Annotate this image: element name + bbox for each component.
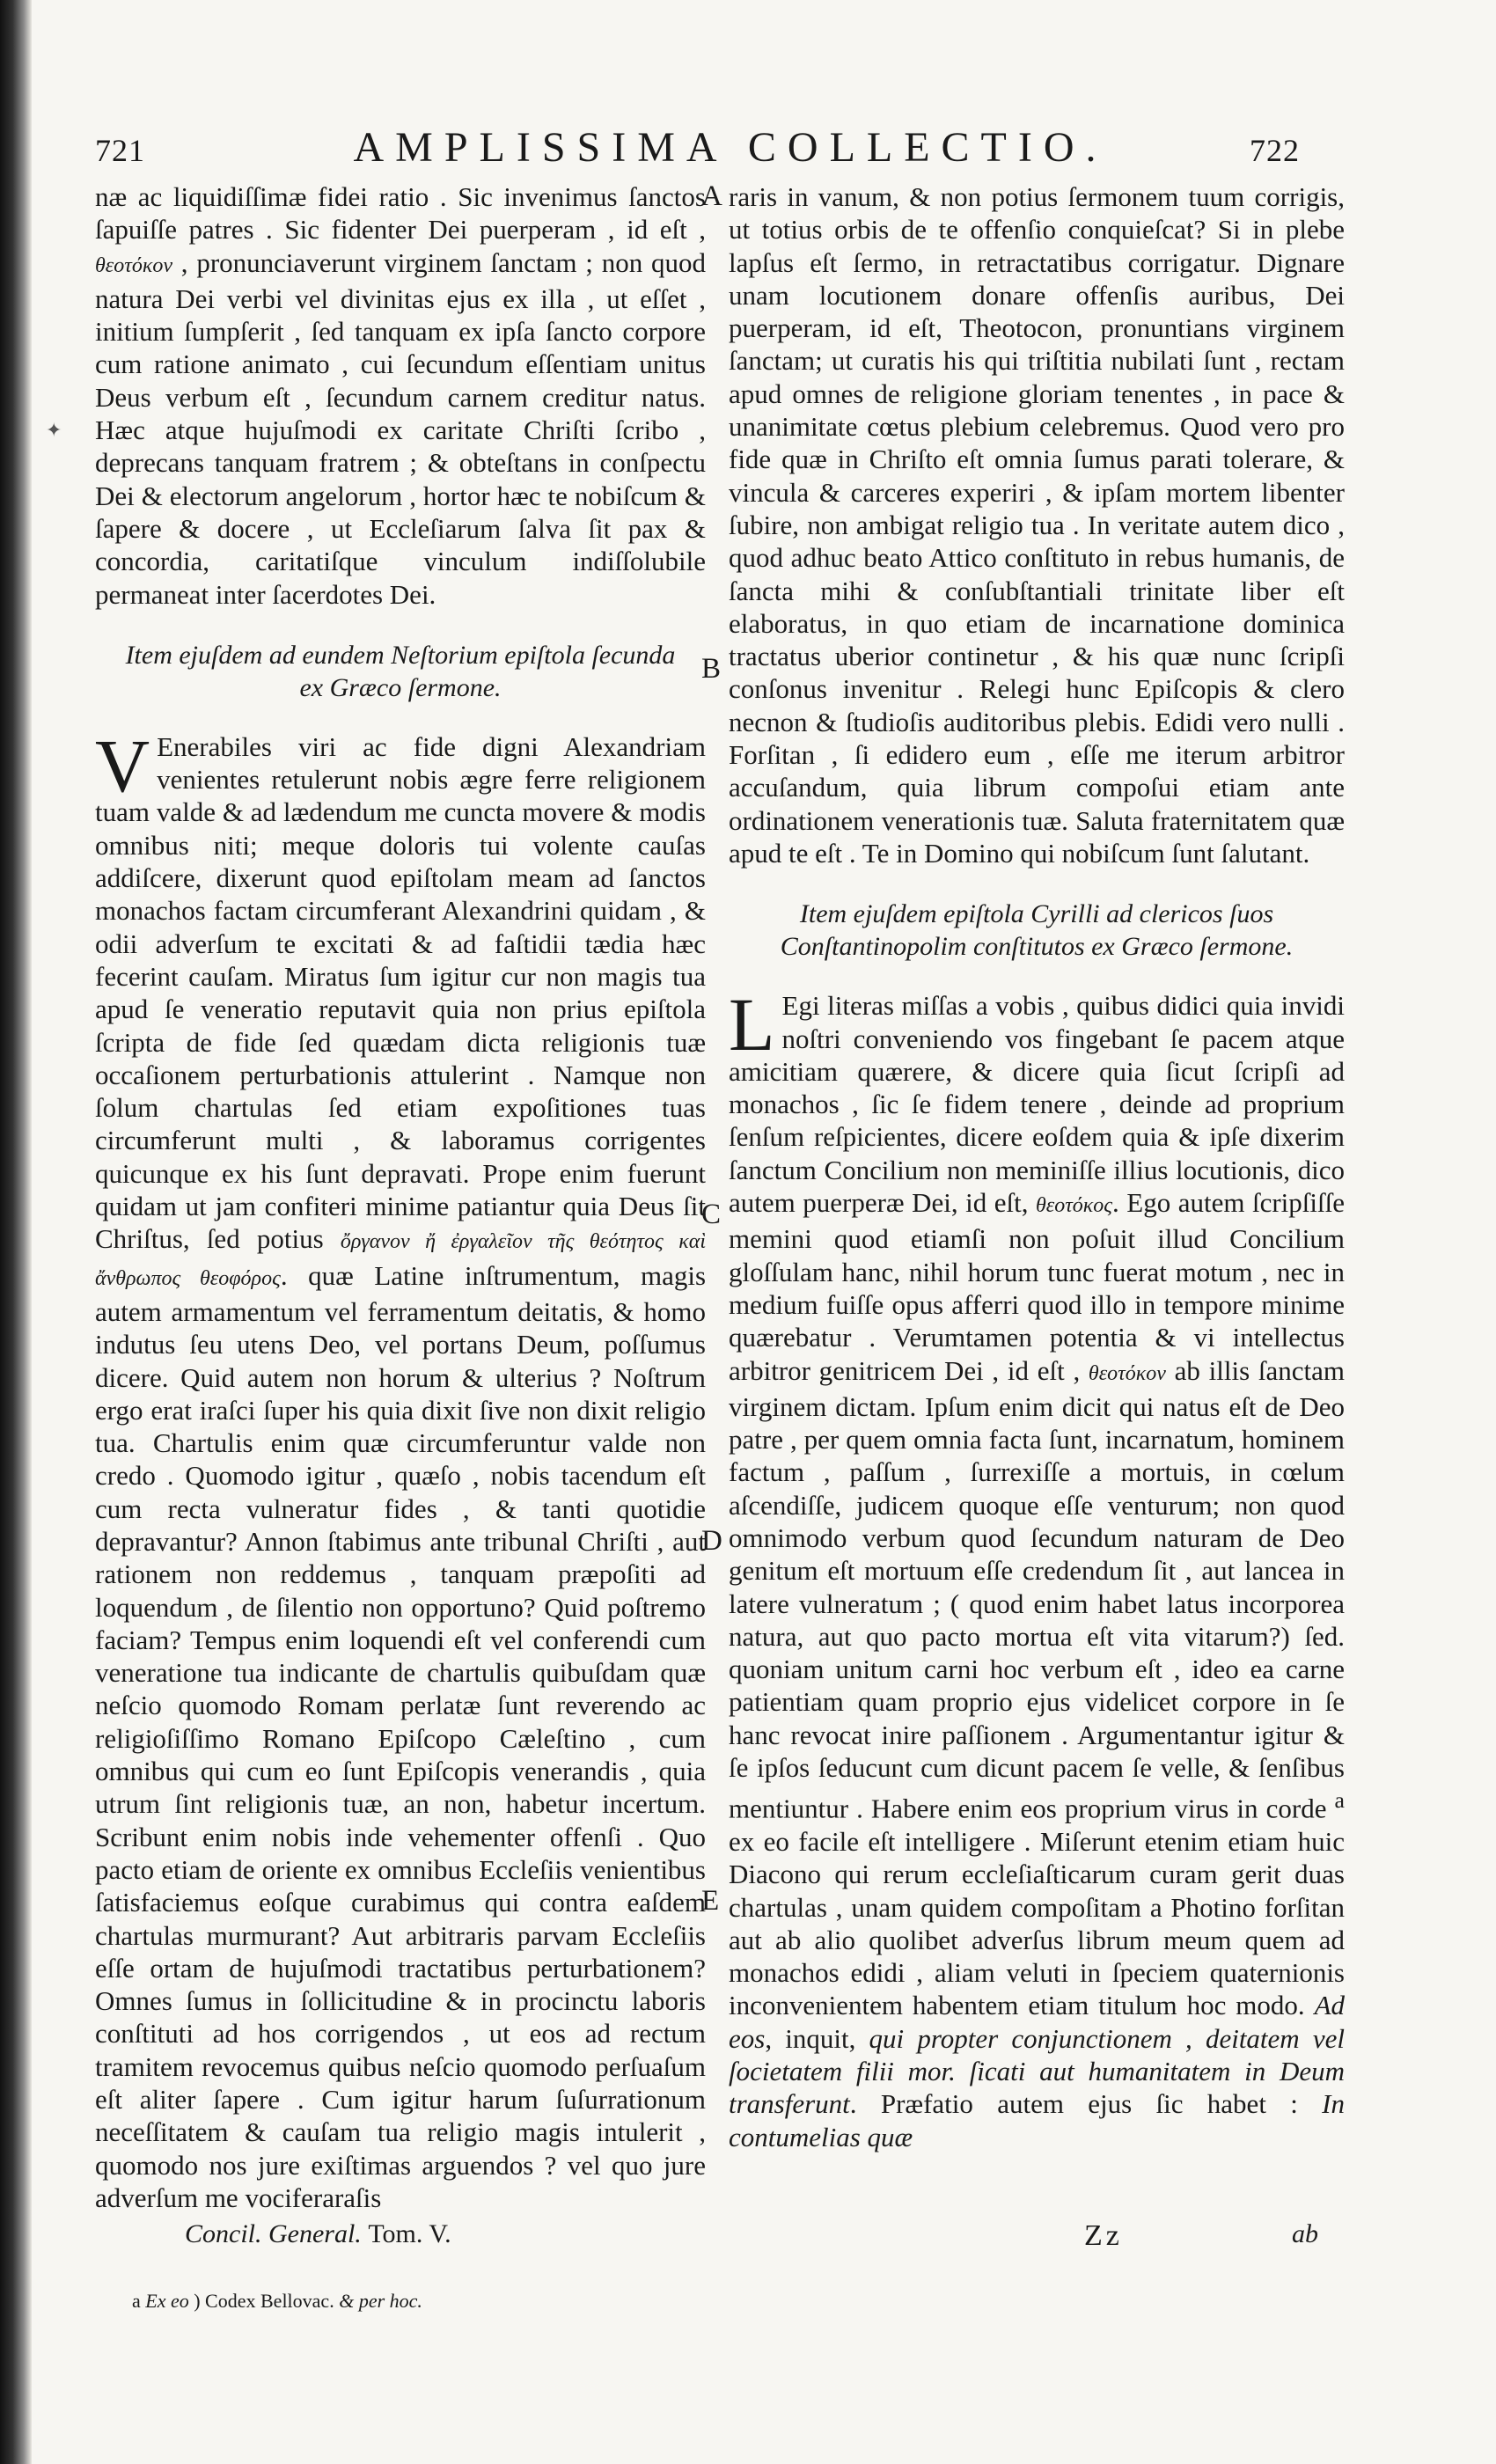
- footer-volume-line: Concil. General. Tom. V.: [185, 2219, 451, 2248]
- section-heading-right: Item ejuſdem epiſtola Cyrilli ad clericos ſuos Conſtantinopolim conſtitutos ex Græco ſermone.: [780, 899, 1294, 962]
- footnote: a Ex eo ) Codex Bellovac. & per hoc.: [132, 2290, 422, 2312]
- greek-word: θεοτόκον: [95, 253, 173, 277]
- margin-letter-a: A: [701, 180, 722, 212]
- catchword: ab: [1292, 2219, 1318, 2248]
- drop-cap-l: L: [729, 982, 775, 1067]
- running-head-title: AMPLISSIMA COLLECTIO.: [353, 124, 1108, 171]
- margin-letter-c: C: [701, 1199, 722, 1230]
- section-heading-left: Item ejuſdem ad eundem Neſtorium epiſtola ſecunda ex Græco ſermone.: [125, 640, 676, 702]
- page-number-left: 721: [95, 133, 145, 168]
- footnote-ref[interactable]: a: [1334, 1787, 1345, 1814]
- left-paragraph-2: V Enerabiles viri ac fide digni Alexandriam venientes retulerunt nobis ægre ferre religionem tuam valde & ad lædendum me cuncta movere & modis omnibus niti; meque doloris tui volente cauſas addiſcere, dixerunt quod epiſtolam meam ad ſanctos monachos factam circumferant Alexandrini quidam , & odii adverſum te excitati & ad faſtidii tædia hæc fecerint cauſam. Miratus ſum igitur cur non magis tua apud ſe veneratio reputavit quia non prius epiſtola ſcripta de fide ſed quædam dicta religionis tuæ occaſionem perturbationis attulerint . Namque non ſolum chartulas ſed etiam expoſitiones tuas circumferunt multi , & laboramus corrigentes quicunque ex his ſunt depravati. Prope enim fuerunt quidam ut jam confiteri minime patiantur quia Deus ſit Chriſtus, ſed potius ὄργανον ἤ ἐργαλεῖον τῆς θεότητος καὶ ἄνθρωπος θεοφόρος. quæ Latine inſtrumentum, magis autem armamentum vel ferramentum deitatis, & homo indutus ſeu utens Deo, vel portans Deum, poſſumus dicere. Quid autem non horum & ulterius ? Noſtrum ergo erat iraſci ſuper his quia dixit ſive non dixit religio tua. Chartulis enim quæ circumferuntur valde non credo . Quomodo igitur , quæſo , nobis tacendum eſt cum recta vulneratur fides , & tanti quotidie depravantur? Annon ſtabimus ante tribunal Chriſti , aut rationem non reddemus , tanquam præpoſiti ad loquendum , de ſilentio non opportuno? Quid poſtremo faciam? Tempus enim loquendi eſt vel conferendi cum veneratione tua indicante de chartulis quibuſdam quæ neſcio quomodo Romam perlatæ ſunt reverendo ac religioſiſſimo Romano Epiſcopo Cæleſtino , cum omnibus qui cum eo ſunt Epiſcopis venerandis , quia utrum ſint religionis tuæ, an non, habetur incertum. Scribunt enim nobis inde vehementer offenſi . Quo pacto etiam de oriente ex omnibus Eccleſiis venientibus ſatisfaciemus eoſque curabimus qui contra eaſdem chartulas murmurant? Aut arbitraris parvam Eccleſiis eſſe ortam de hujuſmodi tractatibus perturbationem? Omnes ſumus in ſollicitudine & in procinctu laboris conſtituti ad hos corrigendos , ut eos ad rectum tramitem revocemus quibus neſcio quomodo perſuaſum eſt aliter ſapere . Cum igitur harum ſuſurrationum neceſſitatem & cauſam tua religio magis intulerit , quomodo nos jure exiſtimas arguendos ? vel quo jure adverſum me vociferaraſis: [95, 722, 707, 2213]
- margin-mark: ✦: [46, 419, 62, 441]
- greek-word: θεοτόκον: [1088, 1361, 1166, 1385]
- right-column: [729, 180, 1345, 2153]
- drop-cap-v: V: [95, 722, 150, 808]
- left-column: [95, 180, 706, 2214]
- page-number-right: 722: [1250, 133, 1300, 168]
- right-paragraph-2: L Egi literas miſſas a vobis , quibus didici quia invidi noſtri conveniendo vos fingebant ſe pacem atque amicitiam quærere, & dicere quia ſicut ſcripſi ad monachos , ſic ſe fidem tenere , deinde ad proprium ſenſum reſpicientes, dicere eoſdem quia & ipſe dixerim ſanctum Concilium non meminiſſe illius locutionis, dico autem puerperæ Dei, id eſt, θεοτόκος. Ego autem ſcripſiſſe memini quod etiamſi non poſuit illud Concilium gloſſulam hanc, nihil horum tunc fuerat motum , nec in medium fuiſſe opus afferri quod illo in tempore minime quærebatur . Verumtamen potentia & vi intellectus arbitror genitricem Dei , id eſt , θεοτόκον ab illis ſanctam virginem dictam. Ipſum enim dicit qui natus eſt de Deo patre , per quem omnia facta ſunt, incarnatum, hominem factum , paſſum , ſurrexiſſe a mortuis, in cœlum aſcendiſſe, judicem quoque eſſe venturum; non quod omnimodo verbum quod ſecundum naturam de Deo genitum eſt mortuum eſſe credendum ſit , aut lancea in latere vulneratum ; ( quod enim habet latus incorporea natura, aut quo pacto mortua eſt vita vitarum?) ſed. quoniam unitum carni hoc verbum eſt , ideo ea carne patientiam quam proprio ejus videlicet corpore in ſe hanc revocat inire paſſionem . Argumentantur igitur & ſe ipſos ſeducunt cum dicunt pacem ſe velle, & ſenſibus mentiuntur . Habere enim eos proprium virus in corde $^a$ ex eo facile eſt intelligere . Miſerunt etenim etiam huic Diacono qui rerum eccleſiaſticarum curam gerit duas chartulas , unam quidem compoſitam a Photino forſitan aut ab alio quolibet adverſus librum meum quem ad monachos edidi , aliam veluti in ſpeciem quaternionis inconvenientem habentem etiam titulum hoc modo. Ad eos, inquit, qui propter conjunctionem , deitatem vel ſocietatem filii mor. ſicati aut humanitatem in Deum transferunt. Præfatio autem ejus ſic habet : In contumelias quæ: [729, 982, 1346, 2152]
- right-paragraph-1: raris in vanum, & non potius ſermonem tuum corrigis, ut totius orbis de te offenſio conquieſcat? Si in plebe lapſus eſt ſermo, in retractatibus corrigatur. Dignare unam locutionem donare offenſis auribus, Dei puerperam, id eſt, Theotocon, pronuntians virginem ſanctam; ut curatis his qui triſtitia nubilati ſunt , rectam apud omnes de religione gloriam tenentes , in pace & unanimitate cœtus plebium celebremus. Quod vero pro fide quæ in Chriſto eſt omnia ſumus parati tolerare, & vincula & carceres experiri , & ipſam mortem libenter ſubire, non ambigat religio tua . In veritate autem dico , quod adhuc beato Attico conſtituto in rebus humanis, de ſancta mihi & conſubſtantiali trinitate liber eſt elaboratus, in quo etiam de incarnatione dominica tractatus uberior continetur , & his quæ nunc ſcripſi conſonus invenitur . Relegi hunc Epiſcopis & clero necnon & ſtudioſis auditoribus plebis. Edidi vero nulli . Forſitan , ſi edidero eum , eſſe me iterum arbitror accuſandum, quia librum compoſui etiam ante ordinationem venerationis tuæ. Saluta fraternitatem quæ apud te eſt . Te in Domino qui nobiſcum ſunt ſalutant.: [729, 181, 1345, 869]
- signature-mark: Zz: [1084, 2219, 1123, 2252]
- greek-phrase: ὄργανον ἤ ἐργαλεῖον τῆς θεότητος καὶ ἄνθρωπος θεοφόρος: [95, 1230, 706, 1290]
- margin-letter-b: B: [701, 653, 722, 685]
- greek-word: θεοτόκος: [1035, 1194, 1113, 1218]
- margin-letter-d: D: [701, 1525, 722, 1557]
- margin-letter-e: E: [701, 1885, 720, 1917]
- left-paragraph-1: næ ac liquidiſſimæ fidei ratio . Sic invenimus ſanctos ſapuiſſe patres . Sic fidenter Dei puerperam , id eſt , θεοτόκον , pronunciaverunt virginem ſanctam ; non quod natura Dei verbi vel divinitas ejus ex illa , ut eſſet , initium ſumpſerit , ſed tanquam ex ipſa ſancto corpore cum ratione animato , cui ſecundum eſſentiam unitus Deus verbum eſt , ſecundum carnem creditur natus. Hæc atque hujuſmodi ex caritate Chriſti ſcribo , deprecans tanquam fratrem ; & obteſtans in conſpectu Dei & electorum angelorum , hortor hæc te nobiſcum & ſapere & docere , ut Eccleſiarum ſalva ſit pax & concordia, caritatiſque vinculum indiſſolubile permaneat inter ſacerdotes Dei.: [95, 181, 706, 610]
- book-spine-shadow: [0, 0, 32, 2464]
